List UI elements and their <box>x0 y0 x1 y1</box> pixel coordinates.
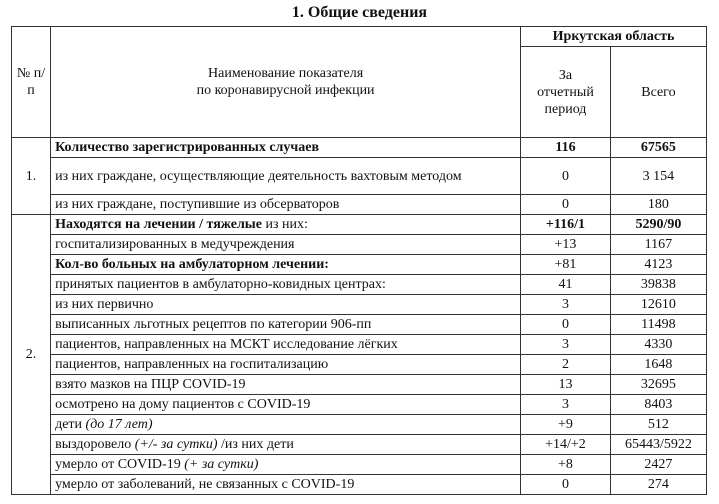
row-name <box>51 415 521 435</box>
row-period: 3 <box>521 335 611 355</box>
row-period: 0 <box>521 195 611 215</box>
header-period-col <box>521 47 611 138</box>
row-name: взято мазков на ПЦР COVID-19 <box>51 375 521 395</box>
row-period: +14/+2 <box>521 435 611 455</box>
header-num-label: № п/п <box>16 66 46 98</box>
row-total: 11498 <box>610 315 706 335</box>
row-name-main: дети <box>55 417 86 432</box>
row-total: 4330 <box>610 335 706 355</box>
row-name-tail: /из них дети <box>217 437 294 452</box>
row-total: 274 <box>610 475 706 495</box>
table-row <box>12 138 707 158</box>
row-period: 116 <box>521 138 611 158</box>
row-total: 4123 <box>610 255 706 275</box>
row-name: принятых пациентов в амбулаторно-ковидных центрах: <box>51 275 521 295</box>
header-name-line1: Наименование показателя <box>208 66 364 81</box>
table-row <box>12 215 707 235</box>
row-name: пациентов, направленных на госпитализацию <box>51 355 521 375</box>
row-total: 12610 <box>610 295 706 315</box>
row-total: 39838 <box>610 275 706 295</box>
row-total: 1167 <box>610 235 706 255</box>
row-total: 3 154 <box>610 158 706 195</box>
row-period: +9 <box>521 415 611 435</box>
row-name-main: умерло от COVID-19 <box>55 457 185 472</box>
row-total: 5290/90 <box>610 215 706 235</box>
header-num-col <box>12 27 51 138</box>
table-row <box>12 415 707 435</box>
row-total: 65443/5922 <box>610 435 706 455</box>
row-name <box>51 215 521 235</box>
row-name: пациентов, направленных на МСКТ исследование лёгких <box>51 335 521 355</box>
table-row <box>12 395 707 415</box>
header-period-line2: отчетный <box>537 84 594 100</box>
row-name-italic: (до 17 лет) <box>85 417 153 432</box>
header-row-region <box>12 27 707 47</box>
row-name: Количество зарегистрированных случаев <box>51 138 521 158</box>
row-period: +116/1 <box>521 215 611 235</box>
group-number: 2. <box>12 215 51 495</box>
table-row <box>12 315 707 335</box>
row-name: из них первично <box>51 295 521 315</box>
table-row <box>12 295 707 315</box>
row-name: выписанных льготных рецептов по категории 906-пп <box>51 315 521 335</box>
row-period: 0 <box>521 158 611 195</box>
row-name: осмотрено на дому пациентов с COVID-19 <box>51 395 521 415</box>
header-name-line2: по коронавирусной инфекции <box>196 83 375 98</box>
page-title: 1. Общие сведения <box>291 4 428 21</box>
table-row <box>12 355 707 375</box>
row-name-italic: (+/- за сутки) <box>134 437 218 452</box>
row-total: 32695 <box>610 375 706 395</box>
header-name-col <box>51 27 521 138</box>
table-row <box>12 475 707 495</box>
group-number: 1. <box>12 138 51 215</box>
row-total: 8403 <box>610 395 706 415</box>
table-row <box>12 435 707 455</box>
table-row <box>12 158 707 195</box>
row-name <box>51 455 521 475</box>
row-name-italic: (+ за сутки) <box>184 457 259 472</box>
row-period: 2 <box>521 355 611 375</box>
row-name: госпитализированных в медучреждения <box>51 235 521 255</box>
row-period: +81 <box>521 255 611 275</box>
header-period-line1: За <box>558 67 573 83</box>
row-period: 3 <box>521 295 611 315</box>
header-total-col: Всего <box>610 47 706 138</box>
row-total: 512 <box>610 415 706 435</box>
row-name: из них граждане, осуществляющие деятельность вахтовым методом <box>51 158 521 195</box>
table-row <box>12 275 707 295</box>
report-table <box>11 26 707 495</box>
row-name: умерло от заболеваний, не связанных с COVID-19 <box>51 475 521 495</box>
row-name: Кол-во больных на амбулаторном лечении: <box>51 255 521 275</box>
table-row <box>12 255 707 275</box>
row-period: 13 <box>521 375 611 395</box>
row-total: 1648 <box>610 355 706 375</box>
row-period: 41 <box>521 275 611 295</box>
row-total: 180 <box>610 195 706 215</box>
row-name: из них граждане, поступившие из обсерваторов <box>51 195 521 215</box>
row-period: 0 <box>521 475 611 495</box>
row-name-rest: из них: <box>261 217 308 232</box>
table-row <box>12 335 707 355</box>
row-total: 2427 <box>610 455 706 475</box>
table-row <box>12 195 707 215</box>
row-period: 3 <box>521 395 611 415</box>
row-name <box>51 435 521 455</box>
row-name-main: выздоровело <box>55 437 135 452</box>
row-period: 0 <box>521 315 611 335</box>
header-period-line3: период <box>544 101 587 117</box>
table-row <box>12 375 707 395</box>
row-name-bold: Находятся на лечении / тяжелые <box>55 217 262 232</box>
table-row <box>12 455 707 475</box>
table-row <box>12 235 707 255</box>
row-period: +8 <box>521 455 611 475</box>
row-total: 67565 <box>610 138 706 158</box>
row-period: +13 <box>521 235 611 255</box>
header-region: Иркутская область <box>521 27 707 47</box>
